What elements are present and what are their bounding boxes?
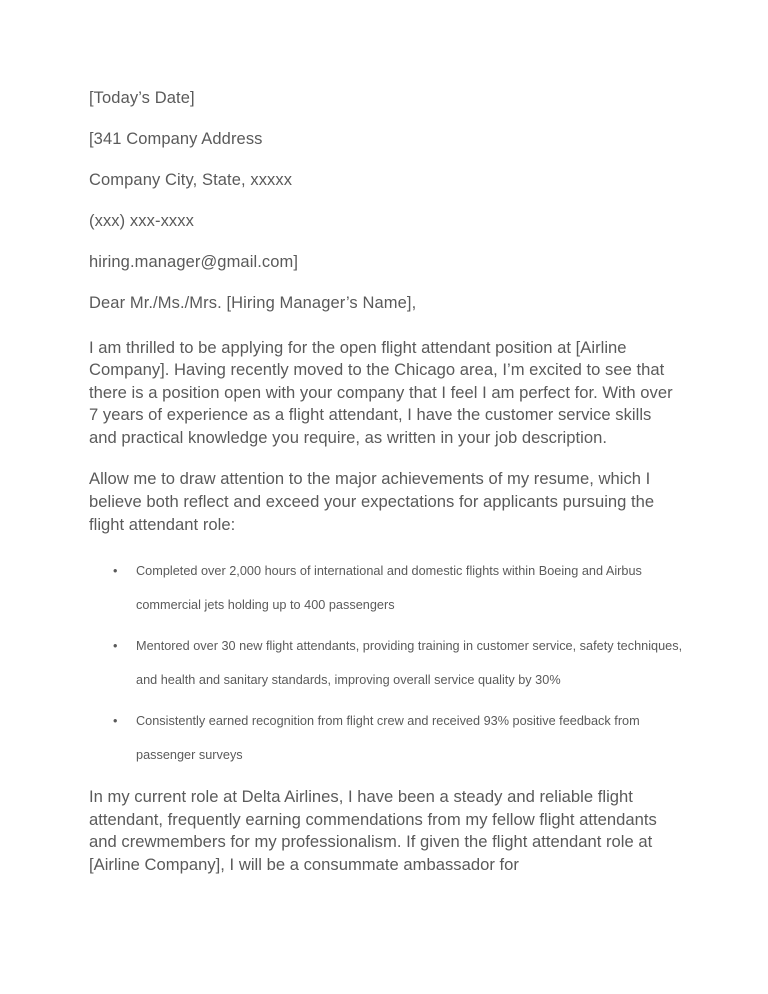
header-line-date: [Today’s Date] [89,89,195,107]
bullet-icon: • [113,714,118,729]
header-line-city-state-zip: Company City, State, xxxxx [89,171,293,189]
list-item [89,630,684,697]
header-line-email: hiring.manager@gmail.com] [89,253,299,271]
cover-letter-body [89,89,683,877]
paragraph-achievements-intro: Allow me to draw attention to the major achievements of my resume, which I believe both reflect and exceed your expectations for applicants pursuing the flight attendant role: [89,469,655,534]
list-item [89,705,684,772]
salutation: Dear Mr./Ms./Mrs. [Hiring Manager’s Name], [89,294,417,312]
header-line-company-address: [341 Company Address [89,130,263,148]
paragraph-intro: I am thrilled to be applying for the open flight attendant position at [Airline Company]. Having recently moved to the Chicago area, I’m excited to see that there is a position open with your company that I feel I am perfect for. With over 7 years of experience as a flight attendant, I have the customer service skills and practical knowledge you require, as written in your job description. [89,337,673,447]
bullet-icon: • [113,639,118,654]
header-line-phone: (xxx) xxx-xxxx [89,212,194,230]
list-item-text: Mentored over 30 new flight attendants, providing training in customer service, safety techniques, and health and sanitary standards, improving overall service quality by 30% [136,639,683,687]
list-item [89,555,684,622]
achievements-list [89,555,684,772]
bullet-icon: • [113,564,118,579]
list-item-text: Completed over 2,000 hours of international and domestic flights within Boeing and Airbus commercial jets holding up to 400 passengers [136,564,642,612]
paragraph-closing: In my current role at Delta Airlines, I have been a steady and reliable flight attendant, frequently earning commendations from my fellow flight attendants and crewmembers for my professionalism. If given the flight attendant role at [Airline Company], I will be a consummate ambassador for [89,787,657,875]
list-item-text: Consistently earned recognition from flight crew and received 93% positive feedback from passenger surveys [136,714,640,762]
